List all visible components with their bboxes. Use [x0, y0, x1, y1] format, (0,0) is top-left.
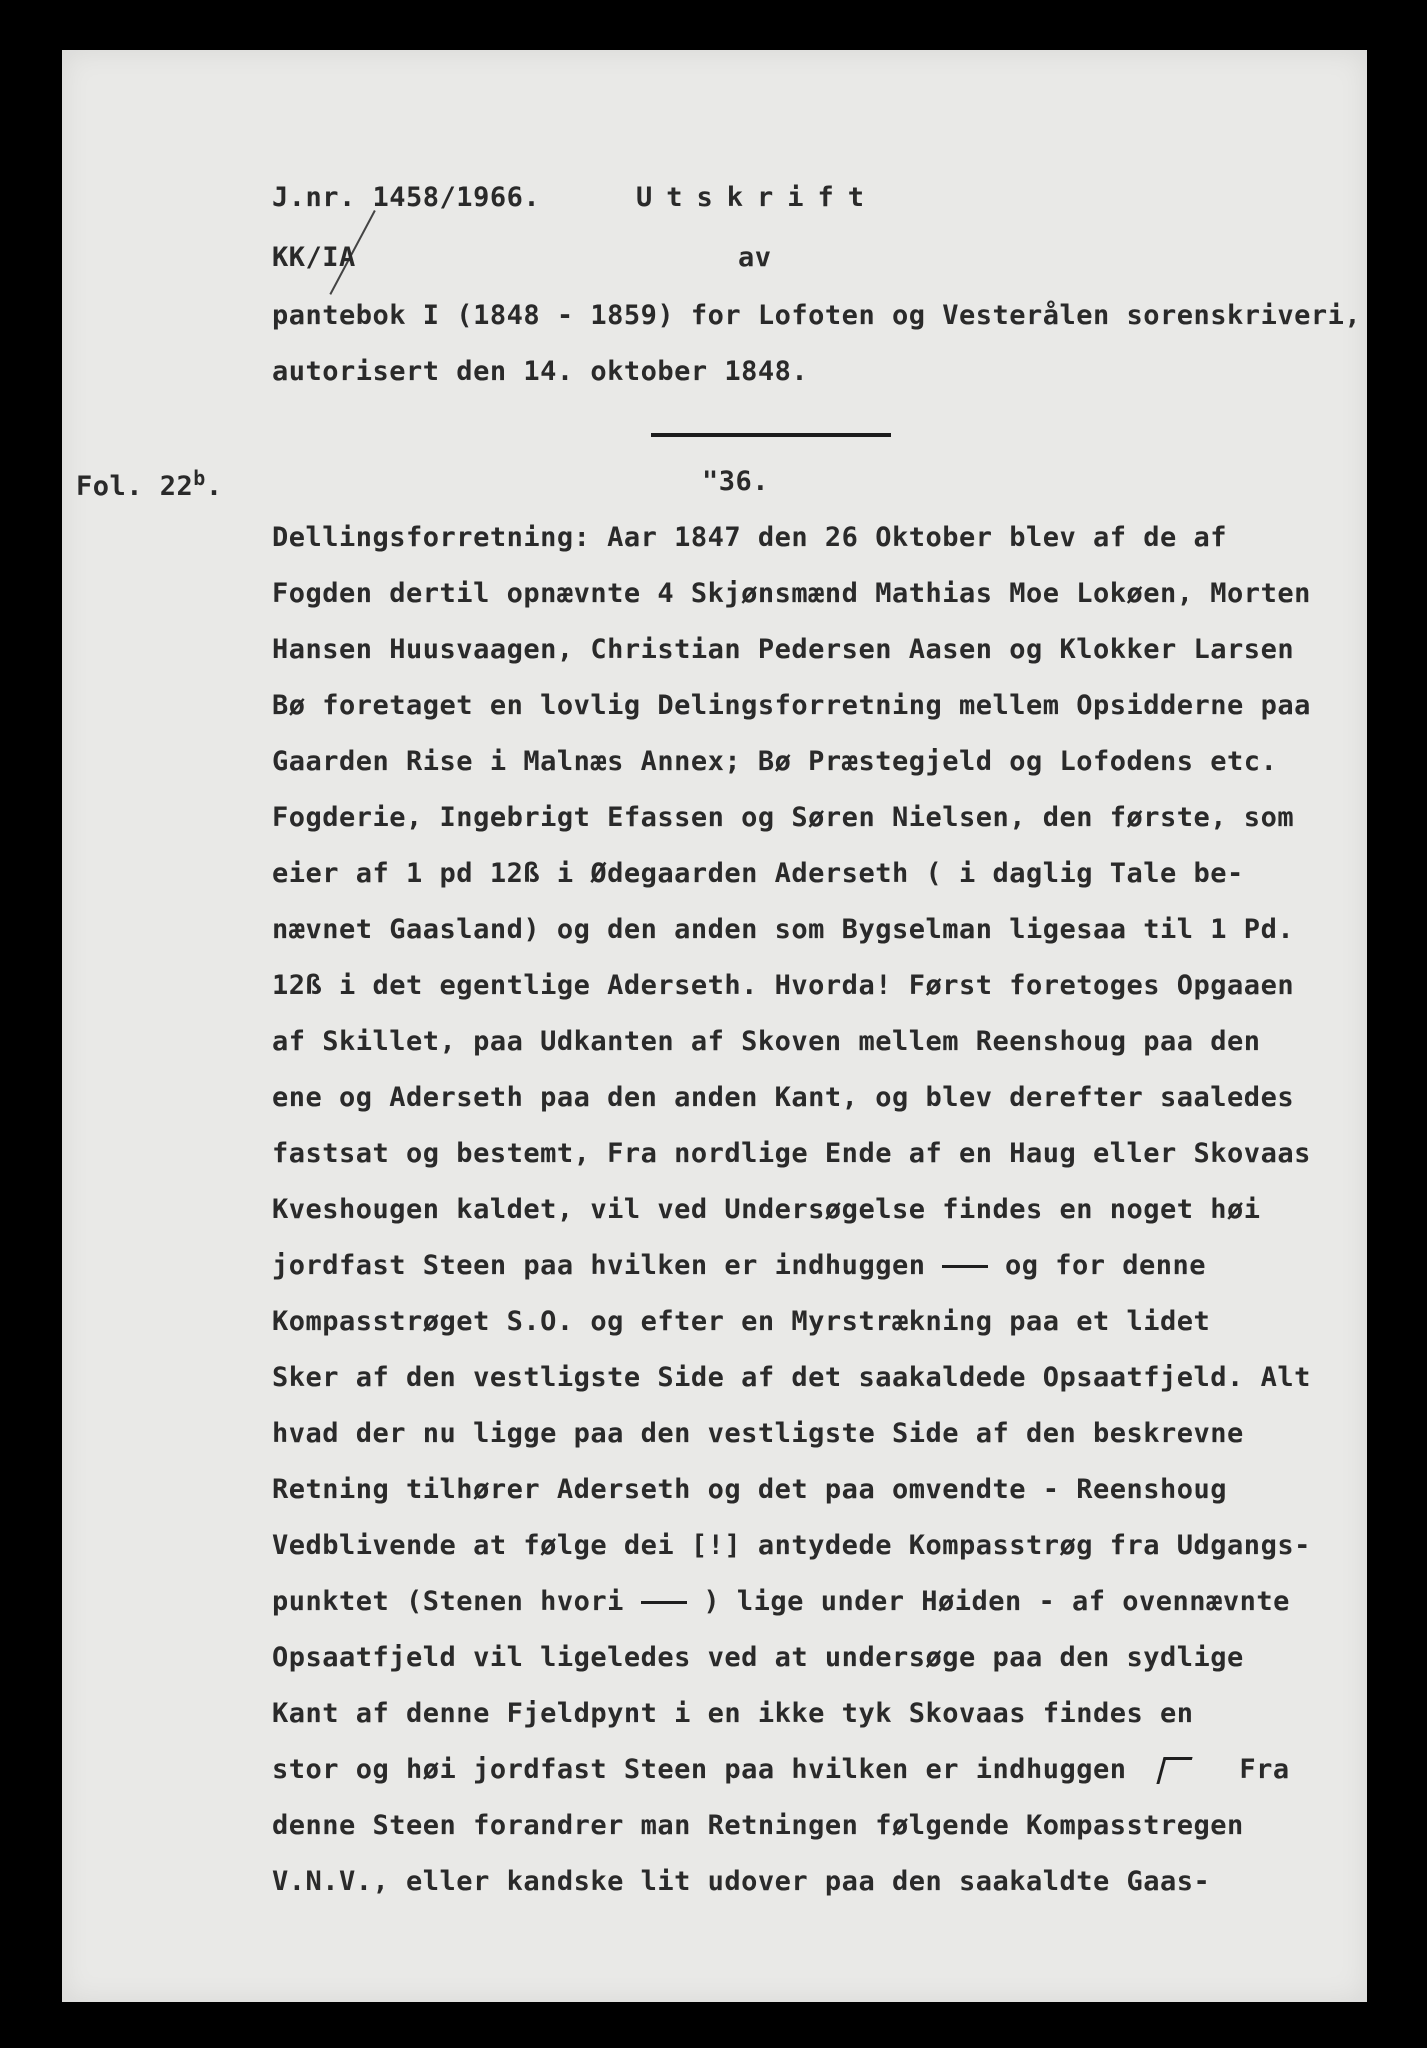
line-text: punktet (Stenen hvori: [272, 1586, 624, 1617]
signature-code: KK/IA: [272, 242, 356, 273]
folio-prefix: Fol. 22: [76, 471, 194, 502]
carved-mark-symbol: [641, 1601, 687, 1604]
title-preposition: av: [738, 242, 772, 273]
line-text: og for denne: [1005, 1250, 1207, 1281]
body-line: Fogderie, Ingebrigt Efassen og Søren Nielsen, den første, som: [272, 802, 1295, 833]
authorization-date: autorisert den 14. oktober 1848.: [272, 356, 809, 387]
document-title: Utskrift: [636, 182, 879, 213]
body-line: Dellingsforretning: Aar 1847 den 26 Oktober blev af de af: [272, 522, 1228, 553]
body-line: hvad der nu ligge paa den vestligste Side af den beskrevne: [272, 1418, 1244, 1449]
separator-rule: [651, 433, 891, 437]
body-line: Kompasstrøget S.O. og efter en Myrstrækning paa et lidet: [272, 1306, 1211, 1337]
body-line: Gaarden Rise i Malnæs Annex; Bø Præstegjeld og Lofodens etc.: [272, 746, 1278, 777]
body-line: Hansen Huusvaagen, Christian Pedersen Aasen og Klokker Larsen: [272, 634, 1295, 665]
line-text: ) lige under Høiden - af ovennævnte: [703, 1586, 1290, 1617]
body-line: fastsat og bestemt, Fra nordlige Ende af en Haug eller Skovaas: [272, 1138, 1311, 1169]
body-line: Kant af denne Fjeldpynt i en ikke tyk Skovaas findes en: [272, 1698, 1194, 1729]
body-line: [272, 1250, 1206, 1281]
body-line: Fogden dertil opnævnte 4 Skjønsmænd Mathias Moe Lokøen, Morten: [272, 578, 1311, 609]
body-line: nævnet Gaasland) og den anden som Bygselman ligesaa til 1 Pd.: [272, 914, 1295, 945]
journal-number: J.nr. 1458/1966.: [272, 182, 541, 213]
body-line: denne Steen forandrer man Retningen følgende Kompasstregen: [272, 1810, 1244, 1841]
body-line: Vedblivende at følge dei [!] antydede Kompasstrøg fra Udgangs-: [272, 1530, 1311, 1561]
body-line: Sker af den vestligste Side af det saakaldede Opsaatfjeld. Alt: [272, 1362, 1311, 1393]
body-line: ene og Aderseth paa den anden Kant, og blev derefter saaledes: [272, 1082, 1295, 1113]
body-line: 12ß i det egentlige Aderseth. Hvorda! Først foretoges Opgaaen: [272, 970, 1295, 1001]
line-text: stor og høi jordfast Steen paa hvilken er indhuggen: [272, 1754, 1127, 1785]
body-line: Retning tilhører Aderseth og det paa omvendte - Reenshoug: [272, 1474, 1228, 1505]
source-description: pantebok I (1848 - 1859) for Lofoten og Vesterålen sorenskriveri,: [272, 300, 1362, 331]
body-line: Opsaatfjeld vil ligeledes ved at undersøge paa den sydlige: [272, 1642, 1244, 1673]
carved-corner-symbol: [1156, 1757, 1192, 1784]
folio-reference: [76, 466, 223, 502]
body-line: eier af 1 pd 12ß i Ødegaarden Aderseth ( i daglig Tale be-: [272, 858, 1244, 889]
folio-suffix: .: [205, 471, 223, 502]
carved-mark-symbol: [942, 1265, 988, 1268]
body-line: Kveshougen kaldet, vil ved Undersøgelse findes en noget høi: [272, 1194, 1261, 1225]
body-line: V.N.V., eller kandske lit udover paa den saakaldte Gaas-: [272, 1866, 1211, 1897]
body-line: [272, 1586, 1290, 1617]
line-text: Fra: [1239, 1754, 1290, 1785]
entry-number: "36.: [702, 466, 770, 497]
body-line: [272, 1754, 1290, 1785]
folio-superscript: b: [193, 466, 206, 490]
body-line: af Skillet, paa Udkanten af Skoven mellem Reenshoug paa den: [272, 1026, 1261, 1057]
line-text: jordfast Steen paa hvilken er indhuggen: [272, 1250, 926, 1281]
body-line: Bø foretaget en lovlig Delingsforretning mellem Opsidderne paa: [272, 690, 1311, 721]
